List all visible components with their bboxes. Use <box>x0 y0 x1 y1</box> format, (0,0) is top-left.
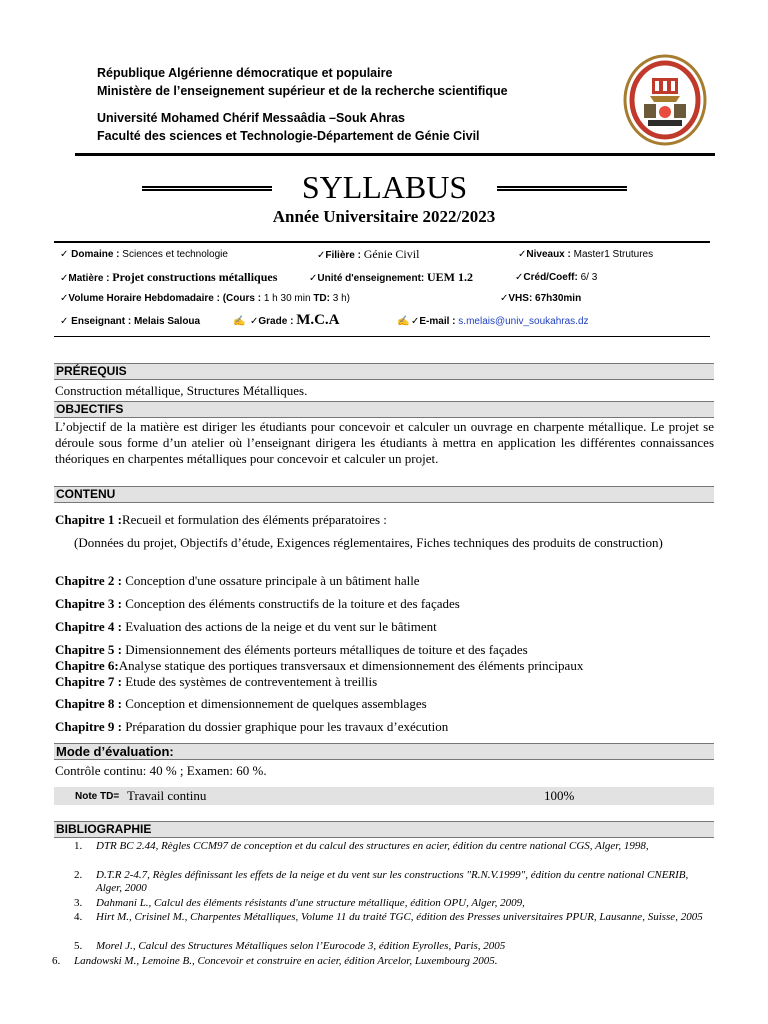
info-niveaux <box>518 249 653 260</box>
info-filiere <box>317 247 419 262</box>
filiere-label: Filière : <box>325 250 361 261</box>
chapter-text: Conception et dimensionnement de quelques assemblages <box>121 696 427 711</box>
chapter-text: Etude des systèmes de contreventement à treillis <box>121 674 378 689</box>
bibliography-item: 5. Morel J., Calcul des Structures Métalliques selon l’Eurocode 3, édition Eyrolles, Paris, 2005 <box>74 940 506 952</box>
chapter-label: Chapitre 5 : <box>55 642 122 657</box>
header-republic: République Algérienne démocratique et populaire <box>97 66 393 80</box>
matiere-label: Matière : <box>68 273 110 284</box>
chapter-text: Dimensionnement des éléments porteurs métalliques de toiture et des façades <box>121 642 528 657</box>
university-logo <box>622 52 708 148</box>
check-icon: ✓ <box>60 316 69 327</box>
chapter-5 <box>55 642 528 658</box>
info-enseignant <box>60 316 200 327</box>
chapter-label: Chapitre 2 : <box>55 573 122 588</box>
pen-icon: ✍ <box>233 316 246 327</box>
bibliography-item: 6. Landowski M., Lemoine B., Concevoir et construire en acier, édition Arcelor, Luxembourg 2005. <box>52 955 498 967</box>
matiere-value: Projet constructions métalliques <box>112 270 278 284</box>
cred-value: 6/ 3 <box>580 272 598 283</box>
email-link[interactable]: s.melais@univ_soukahras.dz <box>458 316 589 327</box>
section-evaluation-header: Mode d’évaluation: <box>54 743 714 760</box>
bibliography-item: 4. Hirt M., Crisinel M., Charpentes Métalliques, Volume 11 du traité TGC, édition des Presses universitaires PPUR, Lausanne, Suisse, 2005 <box>74 911 703 923</box>
info-matiere <box>60 270 277 285</box>
info-grade <box>250 312 340 329</box>
chapter-label: Chapitre 6: <box>55 658 119 673</box>
domaine-value: Sciences et technologie <box>122 249 228 260</box>
filiere-value: Génie Civil <box>363 247 420 261</box>
note-td-row <box>54 787 714 805</box>
bibliography-item: 1. DTR BC 2.44, Règles CCM97 de conception et du calcul des structures en acier, édition du centre national CGS, Alger, 1998, <box>74 840 649 852</box>
volume-label: Volume Horaire Hebdomadaire : <box>68 293 220 304</box>
prerequis-text: Construction métallique, Structures Métalliques. <box>55 383 308 398</box>
check-icon: ✓ <box>60 249 69 260</box>
note-td-label: Note TD= <box>75 791 120 802</box>
note-td-text: Travail continu <box>127 788 207 803</box>
section-contenu-header: CONTENU <box>54 486 714 503</box>
chapter-1-detail: (Données du projet, Objectifs d’étude, Exigences réglementaires, Fiches techniques des produits de construction) <box>74 535 663 550</box>
section-bibliographie-header: BIBLIOGRAPHIE <box>54 821 714 838</box>
info-email <box>411 316 589 327</box>
chapter-text: Conception des éléments constructifs de la toiture et des façades <box>121 596 460 611</box>
bibliography-item: 3. Dahmani L., Calcul des éléments résistants d'une structure métallique, édition OPU, Alger, 2009, <box>74 897 525 909</box>
header-divider <box>75 153 715 156</box>
niveaux-label: Niveaux : <box>526 249 571 260</box>
info-cred <box>515 272 597 283</box>
enseignant-label: Enseignant : <box>71 316 132 327</box>
info-bottom-rule <box>54 336 710 337</box>
evaluation-text: Contrôle continu: 40 % ; Examen: 60 %. <box>55 763 267 778</box>
chapter-text: Evaluation des actions de la neige et du vent sur le bâtiment <box>121 619 437 634</box>
chapter-label: Chapitre 7 : <box>55 674 122 689</box>
info-domaine <box>60 249 228 260</box>
header-faculty: Faculté des sciences et Technologie-Département de Génie Civil <box>97 129 480 143</box>
check-icon: ✓ <box>317 250 326 261</box>
objectifs-text: L’objectif de la matière est diriger les étudiants pour concevoir et calculer un ouvrage en charpente métallique. Le projet se déroule sous forme d’un atelier où l’enseignant dirigera les étudiants à mettra en application les différentes connaissances théoriques en charpentes métalliques pour concevoir et calculer un projet. <box>55 419 714 466</box>
academic-year: Année Universitaire 2022/2023 <box>272 207 496 226</box>
chapter-8 <box>55 696 427 712</box>
chapter-label: Chapitre 3 : <box>55 596 122 611</box>
check-icon: ✓ <box>518 249 527 260</box>
chapter-label: Chapitre 1 : <box>55 512 122 527</box>
chapter-4 <box>55 619 437 635</box>
chapter-text: Conception d'une ossature principale à un bâtiment halle <box>121 573 420 588</box>
chapter-1 <box>55 512 387 528</box>
info-top-rule <box>54 241 710 243</box>
niveaux-value: Master1 Strutures <box>573 249 654 260</box>
check-icon: ✓ <box>60 273 69 284</box>
grade-label: Grade : <box>258 316 294 327</box>
info-vhs <box>500 293 581 304</box>
chapter-label: Chapitre 9 : <box>55 719 122 734</box>
note-td-value: 100% <box>544 788 575 803</box>
bibliography-item: 2. D.T.R 2-4.7, Règles définissant les effets de la neige et du vent sur les constructions "R.N.V.1999", édition du centre national CNERIB, Alger, 2000 <box>74 869 689 894</box>
header-ministry: Ministère de l’enseignement supérieur et de la recherche scientifique <box>97 84 508 98</box>
check-icon: ✓ <box>500 293 509 304</box>
check-icon: ✓ <box>60 293 69 304</box>
email-label: E-mail : <box>419 316 456 327</box>
info-volume: ✓Volume Horaire Hebdomadaire : (Cours : 1 h 30 min TD: 3 h) <box>60 293 350 304</box>
chapter-text: Préparation du dossier graphique pour les travaux d’exécution <box>121 719 449 734</box>
info-unite <box>309 270 473 285</box>
title-left-line <box>142 186 272 191</box>
unite-label: Unité d'enseignement: <box>317 273 425 284</box>
vhs-value: VHS: 67h30min <box>508 293 582 304</box>
chapter-text: Analyse statique des portiques transversaux et dimensionnement des éléments principaux <box>118 658 584 673</box>
check-icon: ✓ <box>250 316 259 327</box>
section-prerequis-header: PRÉREQUIS <box>54 363 714 380</box>
check-icon: ✓ <box>515 272 524 283</box>
chapter-7 <box>55 674 377 690</box>
pen-icon: ✍ <box>397 316 410 327</box>
check-icon: ✓ <box>411 316 420 327</box>
document-title: SYLLABUS <box>301 169 468 205</box>
chapter-3 <box>55 596 460 612</box>
section-objectifs-header: OBJECTIFS <box>54 401 714 418</box>
header-university: Université Mohamed Chérif Messaâdia –Souk Ahras <box>97 111 405 125</box>
chapter-text: Recueil et formulation des éléments préparatoires : <box>121 512 387 527</box>
domaine-label: Domaine : <box>71 249 120 260</box>
cred-label: Créd/Coeff: <box>523 272 578 283</box>
unite-value: UEM 1.2 <box>427 270 474 284</box>
check-icon: ✓ <box>309 273 318 284</box>
chapter-label: Chapitre 8 : <box>55 696 122 711</box>
grade-value: M.C.A <box>296 312 340 328</box>
enseignant-value: Melais Saloua <box>133 316 201 327</box>
chapter-2 <box>55 573 420 589</box>
chapter-6 <box>55 658 583 674</box>
title-right-line <box>497 186 627 191</box>
chapter-9 <box>55 719 448 735</box>
chapter-label: Chapitre 4 : <box>55 619 122 634</box>
